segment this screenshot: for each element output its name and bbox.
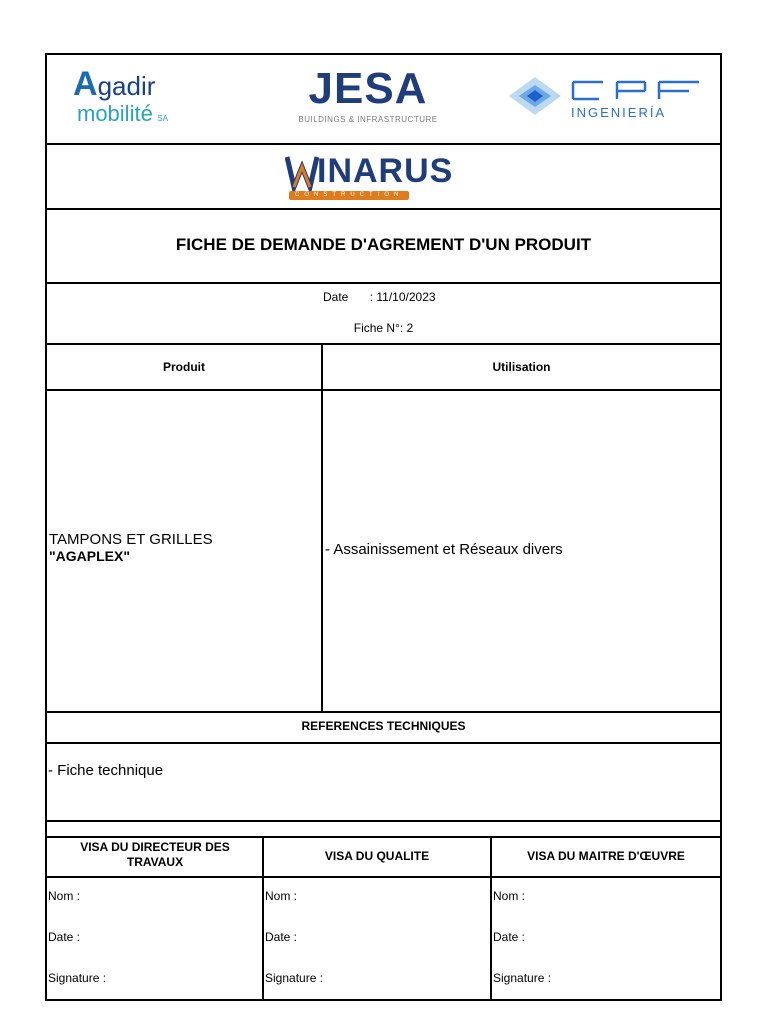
produit-name: TAMPONS ET GRILLES [49, 531, 213, 548]
visa-directeur-nom: Nom : [48, 889, 81, 903]
document-title: FICHE DE DEMANDE D'AGREMENT D'UN PRODUIT [175, 235, 592, 254]
produit-brand: "AGAPLEX" [49, 548, 130, 564]
agadir-logo-word: gadir [97, 71, 156, 101]
date-value: : 11/10/2023 [369, 290, 436, 304]
produit-header: Produit [163, 360, 205, 374]
winarus-w-icon [285, 153, 319, 191]
divider [47, 282, 720, 284]
utilisation-cell: - Assainissement et Réseaux divers [325, 541, 563, 558]
winarus-logo-subtitle: CONSTRUCTION [289, 191, 409, 200]
visa-qualite-date: Date : [265, 930, 298, 944]
produit-cell [49, 531, 213, 564]
divider [47, 820, 720, 822]
references-header: REFERENCES TECHNIQUES [301, 719, 466, 733]
visa-maitre-nom: Nom : [493, 889, 526, 903]
tpf-logo-subtitle: INGENIERÍA [571, 105, 667, 120]
utilisation-header: Utilisation [492, 360, 551, 374]
visa-maitre-oeuvre-header: VISA DU MAITRE D'ŒUVRE [527, 849, 685, 863]
divider [47, 742, 720, 744]
divider [47, 143, 720, 145]
agadir-logo-letter: A [73, 65, 98, 103]
visa-directeur-header: VISA DU DIRECTEUR DES TRAVAUX [80, 840, 230, 869]
form-frame [45, 53, 722, 1001]
jesa-logo-subtitle: BUILDINGS & INFRASTRUCTURE [298, 115, 438, 124]
column-divider [321, 343, 323, 711]
visa-directeur-date: Date : [48, 930, 81, 944]
fiche-number: Fiche N°: 2 [353, 321, 414, 335]
divider [47, 389, 720, 391]
agadir-logo-sa: SA [157, 114, 168, 123]
agadir-mobilite-logo [73, 65, 233, 135]
divider [47, 876, 720, 878]
divider [47, 208, 720, 210]
date-label: Date [323, 290, 349, 304]
tpf-logo [505, 73, 715, 123]
visa-maitre-signature: Signature : [493, 971, 552, 985]
visa-qualite-header: VISA DU QUALITE [324, 849, 430, 863]
winarus-logo-name: INARUS [317, 152, 454, 190]
tpf-cube-icon [505, 73, 565, 119]
visa-qualite-nom: Nom : [265, 889, 298, 903]
jesa-logo [283, 63, 453, 133]
visa-qualite-signature: Signature : [265, 971, 324, 985]
divider [47, 711, 720, 713]
divider [47, 836, 720, 838]
jesa-logo-name: JESA [308, 64, 428, 113]
tpf-wordmark-icon [569, 77, 709, 103]
divider [47, 343, 720, 345]
visa-directeur-signature: Signature : [48, 971, 107, 985]
visa-maitre-date: Date : [493, 930, 526, 944]
date-row [323, 290, 436, 304]
agadir-logo-mobilite: mobilité [77, 101, 153, 126]
winarus-logo [285, 151, 455, 201]
references-item: - Fiche technique [48, 762, 164, 779]
